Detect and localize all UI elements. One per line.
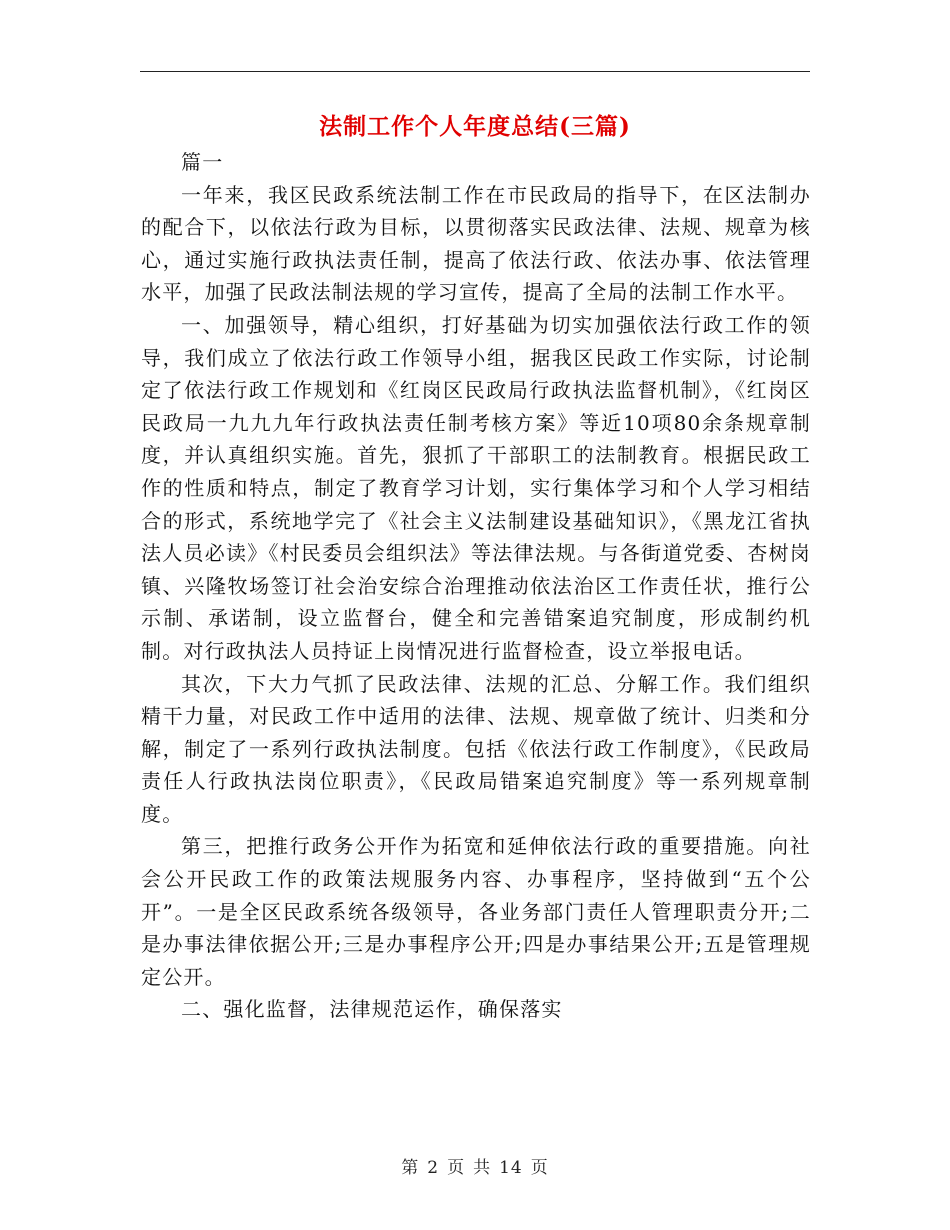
body-paragraph: 第三，把推行政务公开作为拓宽和延伸依法行政的重要措施。向社会公开民政工作的政策法规服务内容、办事程序，坚持做到“五个公开”。一是全区民政系统各级领导，各业务部门责任人管理职责分开;二是办事法律依据公开;三是办事程序公开;四是办事结果公开;五是管理规定公开。 [141, 834, 811, 989]
page-label-prefix: 第 [401, 1158, 420, 1178]
current-page-number: 2 [427, 1158, 440, 1178]
header-rule [140, 71, 810, 72]
document-body [141, 146, 811, 1026]
total-page-count: 14 [499, 1158, 523, 1178]
body-paragraph: 一年来，我区民政系统法制工作在市民政局的指导下，在区法制办的配合下，以依法行政为目标，以贯彻落实民政法律、法规、规章为核心，通过实施行政执法责任制，提高了依法行政、依法办事、依法管理水平，加强了民政法制法规的学习宣传，提高了全局的法制工作水平。 [141, 182, 811, 305]
total-label: 共 [473, 1158, 492, 1178]
body-paragraph: 一、加强领导，精心组织，打好基础为切实加强依法行政工作的领导，我们成立了依法行政工作领导小组，据我区民政工作实际，讨论制定了依法行政工作规划和《红岗区民政局行政执法监督机制》，《红岗区民政局一九九九年行政执法责任制考核方案》等近10项80余条规章制度，并认真组织实施。首先，狠抓了干部职工的法制教育。根据民政工作的性质和特点，制定了教育学习计划，实行集体学习和个人学习相结合的形式，系统地学完了《社会主义法制建设基础知识》，《黑龙江省执法人员必读》《村民委员会组织法》等法律法规。与各街道党委、杏树岗镇、兴隆牧场签订社会治安综合治理推动依法治区工作责任状，推行公示制、承诺制，设立监督台，健全和完善错案追究制度，形成制约机制。对行政执法人员持证上岗情况进行监督检查，设立举报电话。 [141, 312, 811, 663]
document-title: 法制工作个人年度总结(三篇) [319, 113, 631, 140]
body-paragraph: 其次，下大力气抓了民政法律、法规的汇总、分解工作。我们组织精干力量，对民政工作中适用的法律、法规、规章做了统计、归类和分解，制定了一系列行政执法制度。包括《依法行政工作制度》，《民政局责任人行政执法岗位职责》，《民政局错案追究制度》等一系列规章制度。 [141, 671, 811, 826]
page-label-suffix: 页 [530, 1158, 549, 1178]
page-label-mid: 页 [447, 1158, 466, 1178]
page-footer [0, 1153, 950, 1178]
body-paragraph: 二、强化监督，法律规范运作，确保落实 [181, 997, 563, 1022]
section-heading: 篇一 [181, 150, 224, 174]
